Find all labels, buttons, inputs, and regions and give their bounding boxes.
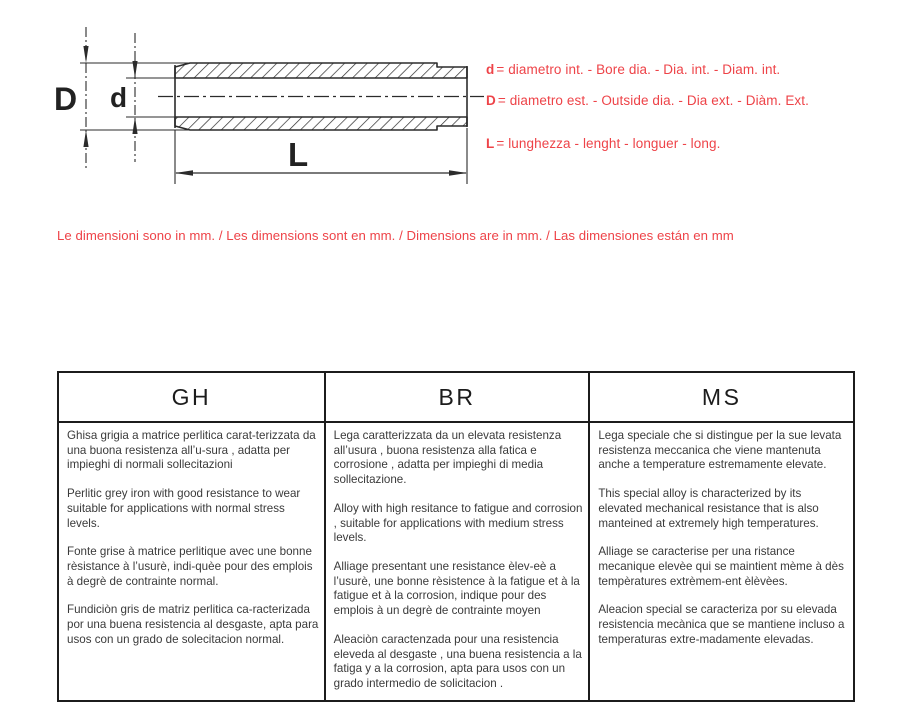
ms-paragraph-fr: Alliage se caracterise per una ristance mecanique elevèe qui se maintient mème à dès tempèratures extrèmem-ent èlèvèes. — [598, 545, 844, 588]
label-outer-diameter: D — [54, 81, 78, 117]
column-br — [324, 373, 589, 700]
label-inner-diameter: d — [110, 82, 128, 113]
dimensions-note: Le dimensioni sono in mm. / Les dimensions sont en mm. / Dimensions are in mm. / Las dimensiones están en mm — [57, 228, 734, 243]
ms-paragraph-es: Aleacion special se caracteriza por su elevada resistencia mecànica que se mantiene incluso a temperaturas extre-madamente elevadas. — [598, 603, 845, 646]
arrow-d-top — [132, 61, 137, 78]
legend-symbol-d: d — [486, 62, 495, 77]
column-gh-body — [59, 423, 324, 700]
br-paragraph-en: Alloy with high resitance to fatigue and corrosion , suitable for applications with medium stress levels. — [333, 501, 583, 545]
column-ms — [588, 373, 853, 700]
arrow-L-right — [449, 170, 467, 175]
br-paragraph-fr: Alliage presentant une resistance èlev-eè a l’usurè, une bonne rèsistence à la fatigue et à la fatigue et à la corrosion, indique pour des emplois à un degrè de contrainte moyen — [333, 560, 580, 618]
legend-symbol-L: L — [486, 136, 495, 151]
column-br-header: BR — [326, 373, 589, 423]
gh-paragraph-it: Ghisa grigia a matrice perlitica carat-terizzata da una buona resistenza all’u-sura , adatta per impieghi di normali sollecitazioni — [67, 429, 316, 472]
column-ms-body — [590, 423, 853, 700]
legend-text-d: = diametro int. - Bore dia. - Dia. int. - Diam. int. — [496, 62, 781, 77]
br-paragraph-it: Lega caratterizzata da un elevata resistenza all’usura , buona resistenza alla fatica e corrosione , adatta per impieghi di media sollecitazione. — [333, 429, 562, 487]
column-br-body — [326, 423, 589, 700]
column-ms-header: MS — [590, 373, 853, 423]
label-length: L — [288, 136, 309, 173]
legend-text-D: = diametro est. - Outside dia. - Dia ext. - Diàm. Ext. — [497, 93, 809, 108]
materials-table — [57, 371, 855, 702]
arrow-D-top — [83, 46, 88, 63]
tube-bottom-wall — [175, 117, 467, 130]
arrow-D-bottom — [83, 130, 88, 147]
gh-paragraph-fr: Fonte grise à matrice perlitique avec une bonne rèsistance à l’usurè, indi-quèe pour des emplois à degrè de contrainte normal. — [67, 545, 313, 588]
bushing-cross-section-diagram — [0, 0, 490, 215]
gh-paragraph-es: Fundiciòn gris de matriz perlitica ca-racterizada por una buena resistencia al desgaste, apta para usos con un grado de solecitacion normal. — [67, 603, 319, 646]
br-paragraph-es: Aleaciòn caractenzada pour una resistencia eleveda al desgaste , una buena resistencia a la fatiga y a la corrosion, apta para usos con un grado intermedio de solicitacion . — [333, 632, 582, 691]
ms-paragraph-en: This special alloy is characterized by its elevated mechanical resistance that is also manteined at extremely high temperatures. — [598, 487, 819, 530]
legend-symbol-D: D — [486, 93, 496, 108]
column-gh-header: GH — [59, 373, 324, 423]
gh-paragraph-en: Perlitic grey iron with good resistance to wear suitable for applications with normal stress levels. — [67, 487, 301, 530]
arrow-L-left — [175, 170, 193, 175]
tube-top-wall — [175, 63, 467, 78]
arrow-d-bottom — [132, 117, 137, 134]
column-gh — [59, 373, 324, 700]
legend-item-D — [486, 93, 809, 109]
legend-item-L — [486, 136, 720, 152]
ms-paragraph-it: Lega speciale che si distingue per la sue levata resistenza meccanica che viene mantenuta anche a temperature estremamente elevate. — [598, 429, 842, 472]
legend-item-d — [486, 62, 780, 78]
legend-text-L: = lunghezza - lenght - longuer - long. — [496, 136, 721, 151]
